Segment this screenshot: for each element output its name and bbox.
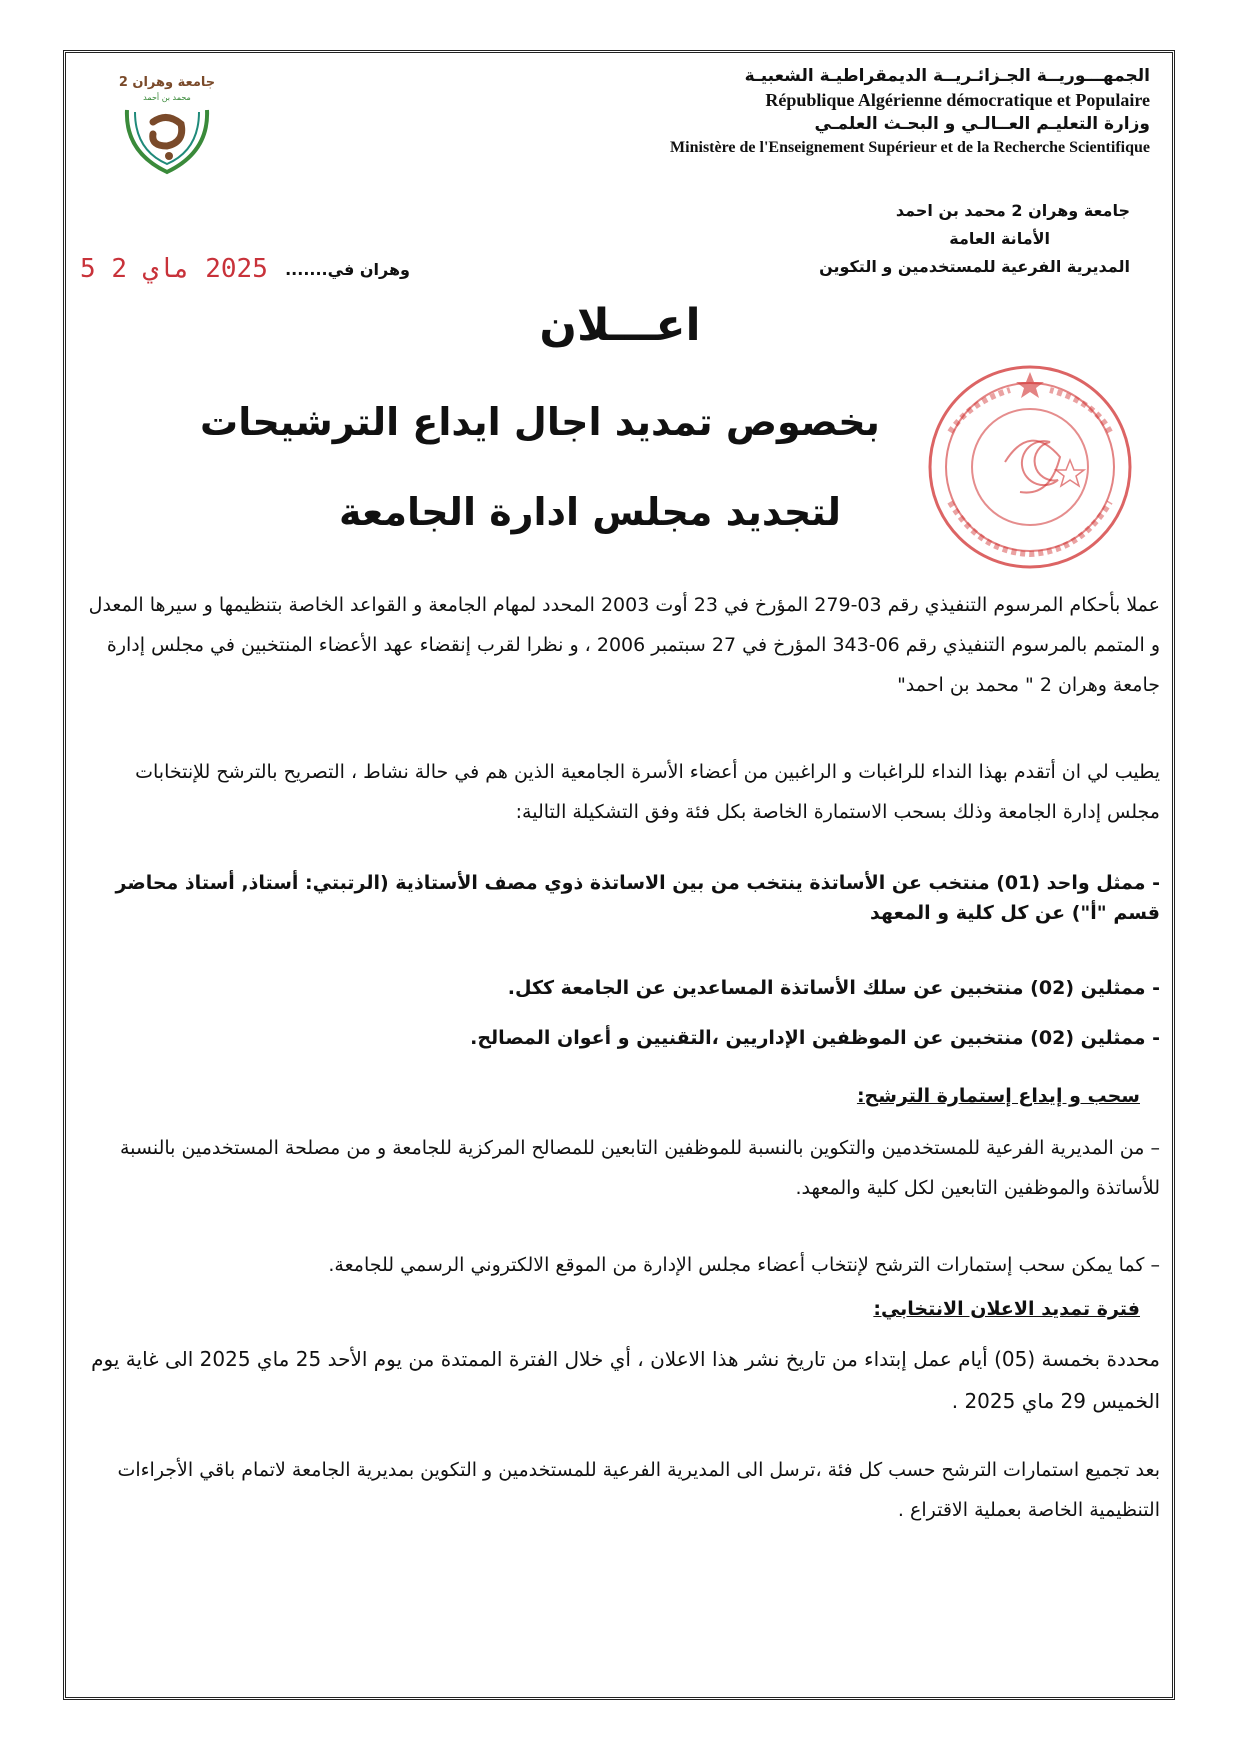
logo-title: جامعة وهران 2 bbox=[118, 75, 216, 90]
header-block bbox=[530, 64, 1150, 160]
secretariat: الأمانة العامة bbox=[949, 229, 1050, 248]
representatives-list bbox=[80, 868, 1160, 1049]
date-stamped-value: 2025 ماي 2 5 bbox=[80, 254, 268, 284]
republic-fr: République Algérienne démocratique et Populaire bbox=[765, 90, 1150, 110]
republic-ar: الجمهـــوريــة الجـزائـريــة الديمقراطيـة الشعبيـة bbox=[744, 66, 1150, 86]
date-label: وهران في....... bbox=[285, 260, 410, 279]
list-item: - ممثلين (02) منتخبين عن سلك الأساتذة المساعدين عن الجامعة ككل. bbox=[507, 977, 1160, 999]
paragraph-forms-online: – كما يمكن سحب إستمارات الترشح لإنتخاب أعضاء مجلس الإدارة من الموقع الالكتروني الرسمي للجامعة. bbox=[328, 1254, 1160, 1276]
announcement-title: اعـــلان bbox=[539, 300, 701, 351]
ministry-fr: Ministère de l'Enseignement Supérieur et de la Recherche Scientifique bbox=[670, 139, 1150, 156]
ministry-ar: وزارة التعليـم العــالـي و البحـث العلمـي bbox=[814, 114, 1150, 134]
date-line bbox=[80, 254, 410, 298]
university-name: جامعة وهران 2 محمد بن احمد bbox=[895, 201, 1130, 220]
list-item: - ممثلين (02) منتخبين عن الموظفين الإداريين ،التقنيين و أعوان المصالح. bbox=[470, 1027, 1160, 1049]
paragraph-legal-basis: عملا بأحكام المرسوم التنفيذي رقم 03-279 المؤرخ في 23 أوت 2003 المحدد لمهام الجامعة و القواعد الخاصة بتنظيمها و سيرها المعدل و المتمم بالمرسوم التنفيذي رقم 06-343 المؤرخ في 27 سبتمبر 2006 ، و نظرا لقرب إنقضاء عهد الأعضاء المنتخبين في مجلس إدارة جامعة وهران 2 " محمد بن احمد" bbox=[88, 594, 1160, 696]
university-logo-icon bbox=[105, 72, 230, 182]
announcement-subtitle-1: بخصوص تمديد اجال ايداع الترشيحات bbox=[200, 400, 880, 444]
official-seal-icon bbox=[910, 362, 1150, 572]
paragraph-final: بعد تجميع استمارات الترشح حسب كل فئة ،ترسل الى المديرية الفرعية للمستخدمين و التكوين بمديرية الجامعة لاتمام باقي الأجراءات التنظيمية الخاصة بعملية الاقتراع . bbox=[117, 1459, 1160, 1521]
paragraph-call: يطيب لي ان أتقدم بهذا النداء للراغبات و الراغبين من أعضاء الأسرة الجامعية الذين هم في حالة نشاط ، التصريح بالترشح للإنتخابات مجلس إدارة الجامعة وذلك بسحب الاستمارة الخاصة بكل فئة وفق التشكيلة التالية: bbox=[135, 761, 1160, 823]
announcement-subtitle-2: لتجديد مجلس ادارة الجامعة bbox=[339, 490, 841, 534]
directorate: المديرية الفرعية للمستخدمين و التكوين bbox=[819, 257, 1130, 276]
logo-subtitle: محمد بن أحمد bbox=[143, 93, 191, 102]
section-heading-forms: سحب و إيداع إستمارة الترشح: bbox=[856, 1085, 1140, 1107]
section-heading-period: فترة تمديد الاعلان الانتخابي: bbox=[873, 1298, 1140, 1320]
paragraph-forms-source: – من المديرية الفرعية للمستخدمين والتكوين بالنسبة للموظفين التابعين للمصالح المركزية للجامعة و من مصلحة المستخدمين بالنسبة للأساتذة والموظفين التابعين لكل كلية والمعهد. bbox=[120, 1137, 1160, 1199]
paragraph-period: محددة بخمسة (05) أيام عمل إبتداء من تاريخ نشر هذا الاعلان ، أي خلال الفترة الممتدة من يوم الأحد 25 ماي 2025 الى غاية يوم الخميس 29 ماي 2025 . bbox=[91, 1347, 1160, 1413]
list-item: - ممثل واحد (01) منتخب عن الأساتذة ينتخب من بين الاساتذة ذوي مصف الأستاذية (الرتبتي: أستاذ, أستاذ محاضر قسم "أ") عن كل كلية و المعهد bbox=[115, 872, 1160, 924]
university-block bbox=[710, 197, 1130, 281]
